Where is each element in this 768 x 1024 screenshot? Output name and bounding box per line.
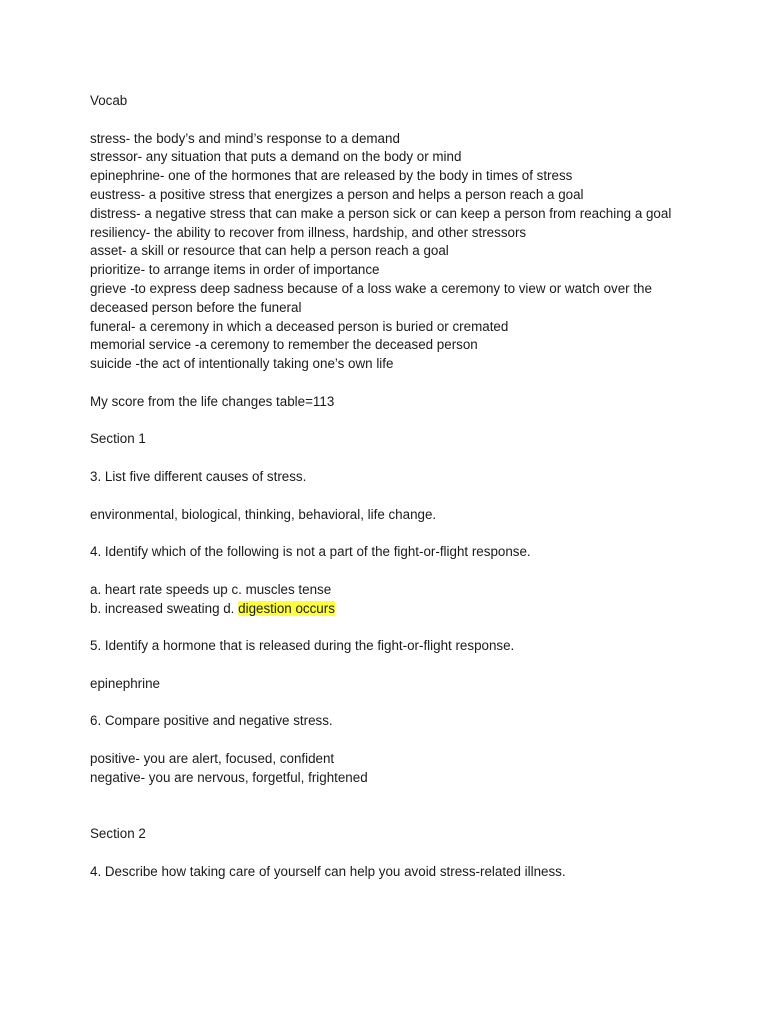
spacer [90,412,680,431]
question-3: 3. List five different causes of stress. [90,468,307,484]
spacer [90,111,680,130]
vocab-item: suicide -the act of intentionally taking one’s own life [90,356,394,372]
answer-6-positive: positive- you are alert, focused, confident [90,750,335,766]
question-4-options-line-2 [90,600,680,619]
spacer [90,656,680,675]
question-4: 4. Identify which of the following is not a part of the fight-or-flight response. [90,544,531,560]
spacer [90,487,680,506]
answer-3: environmental, biological, thinking, behavioral, life change. [90,506,437,522]
spacer [90,449,680,468]
section-2-question-4: 4. Describe how taking care of yourself can help you avoid stress-related illness. [90,863,566,879]
question-4-options-line-1: a. heart rate speeds up c. muscles tense [90,581,332,597]
vocab-item: prioritize- to arrange items in order of importance [90,262,380,278]
question-5: 5. Identify a hormone that is released during the fight-or-flight response. [90,638,515,654]
vocab-item: eustress- a positive stress that energizes a person and helps a person reach a goal [90,186,584,202]
spacer [90,618,680,637]
vocab-item: asset- a skill or resource that can help a person reach a goal [90,243,449,259]
vocab-item: memorial service -a ceremony to remember the deceased person [90,337,478,353]
spacer [90,694,680,713]
spacer [90,787,680,825]
spacer [90,524,680,543]
answer-5: epinephrine [90,675,160,691]
vocab-item: stress- the body’s and mind’s response to a demand [90,130,400,146]
vocab-item: funeral- a ceremony in which a deceased person is buried or cremated [90,318,509,334]
spacer [90,374,680,393]
highlighted-answer: digestion occurs [238,600,335,616]
spacer [90,731,680,750]
spacer [90,562,680,581]
spacer [90,844,680,863]
vocab-item: distress- a negative stress that can make a person sick or can keep a person from reaching a goal [90,205,672,221]
vocab-item: epinephrine- one of the hormones that are released by the body in times of stress [90,168,573,184]
option-text: b. increased sweating d. [90,600,239,616]
vocab-item: stressor- any situation that puts a demand on the body or mind [90,149,462,165]
section-1-title: Section 1 [90,431,146,447]
section-2-title: Section 2 [90,826,146,842]
document-page [90,92,680,881]
vocab-item: grieve -to express deep sadness because of a loss wake a ceremony to view or watch over the deceased person before the funeral [90,280,652,315]
score-line: My score from the life changes table=113 [90,393,335,409]
vocab-heading: Vocab [90,93,128,108]
vocab-item: resiliency- the ability to recover from illness, hardship, and other stressors [90,224,527,240]
answer-6-negative: negative- you are nervous, forgetful, frightened [90,769,368,785]
question-6: 6. Compare positive and negative stress. [90,713,333,729]
